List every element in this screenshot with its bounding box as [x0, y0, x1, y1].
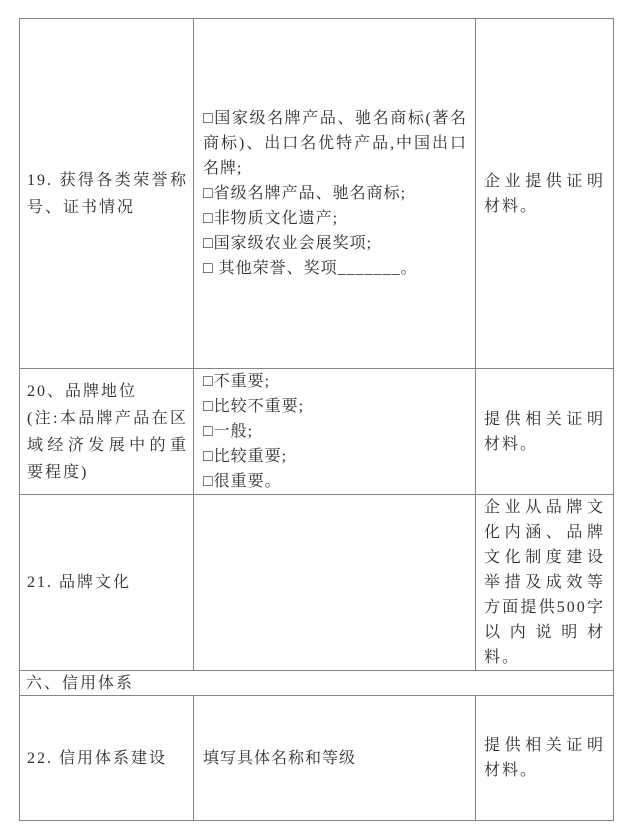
checkbox-option[interactable]: □比较重要;: [203, 448, 288, 465]
evidence-note: 企业从品牌文化内涵、品牌文化制度建设举措及成效等方面提供500字以内说明材料。: [484, 499, 605, 666]
row-label: 22. 信用体系建设: [27, 749, 168, 767]
row19-options-cell: [194, 19, 476, 369]
checkbox-option[interactable]: □国家级农业会展奖项;: [203, 235, 373, 252]
checkbox-option[interactable]: □ 其他荣誉、奖项_______。: [203, 260, 418, 277]
table-row-section-6: [20, 671, 614, 696]
checkbox-option[interactable]: □省级名牌产品、驰名商标;: [203, 185, 407, 202]
checkbox-option[interactable]: □不重要;: [203, 373, 271, 390]
checkbox-option[interactable]: □国家级名牌产品、驰名商标(著名商标)、出口名优特产品,中国出口名牌;: [203, 110, 467, 177]
row-label: 21. 品牌文化: [27, 574, 132, 591]
table-row-22: [20, 696, 614, 821]
evidence-note: 企业提供证明材料。: [484, 172, 605, 215]
row-label-note: (注:本品牌产品在区域经济发展中的重要程度): [27, 409, 188, 481]
section-title: 六、信用体系: [26, 674, 135, 692]
evaluation-table: [19, 18, 614, 821]
row21-item-cell: [20, 495, 194, 671]
section-6-header: [20, 671, 614, 696]
checkbox-option[interactable]: □很重要。: [203, 473, 282, 490]
cell-content: 填写具体名称和等级: [203, 749, 357, 767]
evidence-note: 提供相关证明材料。: [484, 410, 605, 453]
row21-evidence-cell: [476, 495, 614, 671]
row21-content-cell: [194, 495, 476, 671]
checkbox-option[interactable]: □非物质文化遗产;: [203, 210, 339, 227]
row-label: 20、品牌地位: [27, 382, 138, 400]
table-row-20: [20, 369, 614, 495]
evidence-note: 提供相关证明材料。: [484, 737, 605, 779]
row19-evidence-cell: [476, 19, 614, 369]
row-label: 19. 获得各类荣誉称号、证书情况: [27, 171, 188, 216]
row19-item-cell: [20, 19, 194, 369]
table-row-19: [20, 19, 614, 369]
checkbox-option[interactable]: □比较不重要;: [203, 398, 305, 415]
row20-item-cell: [20, 369, 194, 495]
row22-content-cell: [194, 696, 476, 821]
row22-item-cell: [20, 696, 194, 821]
row20-evidence-cell: [476, 369, 614, 495]
row22-evidence-cell: [476, 696, 614, 821]
row20-options-cell: [194, 369, 476, 495]
table-row-21: [20, 495, 614, 671]
checkbox-option[interactable]: □一般;: [203, 423, 254, 440]
